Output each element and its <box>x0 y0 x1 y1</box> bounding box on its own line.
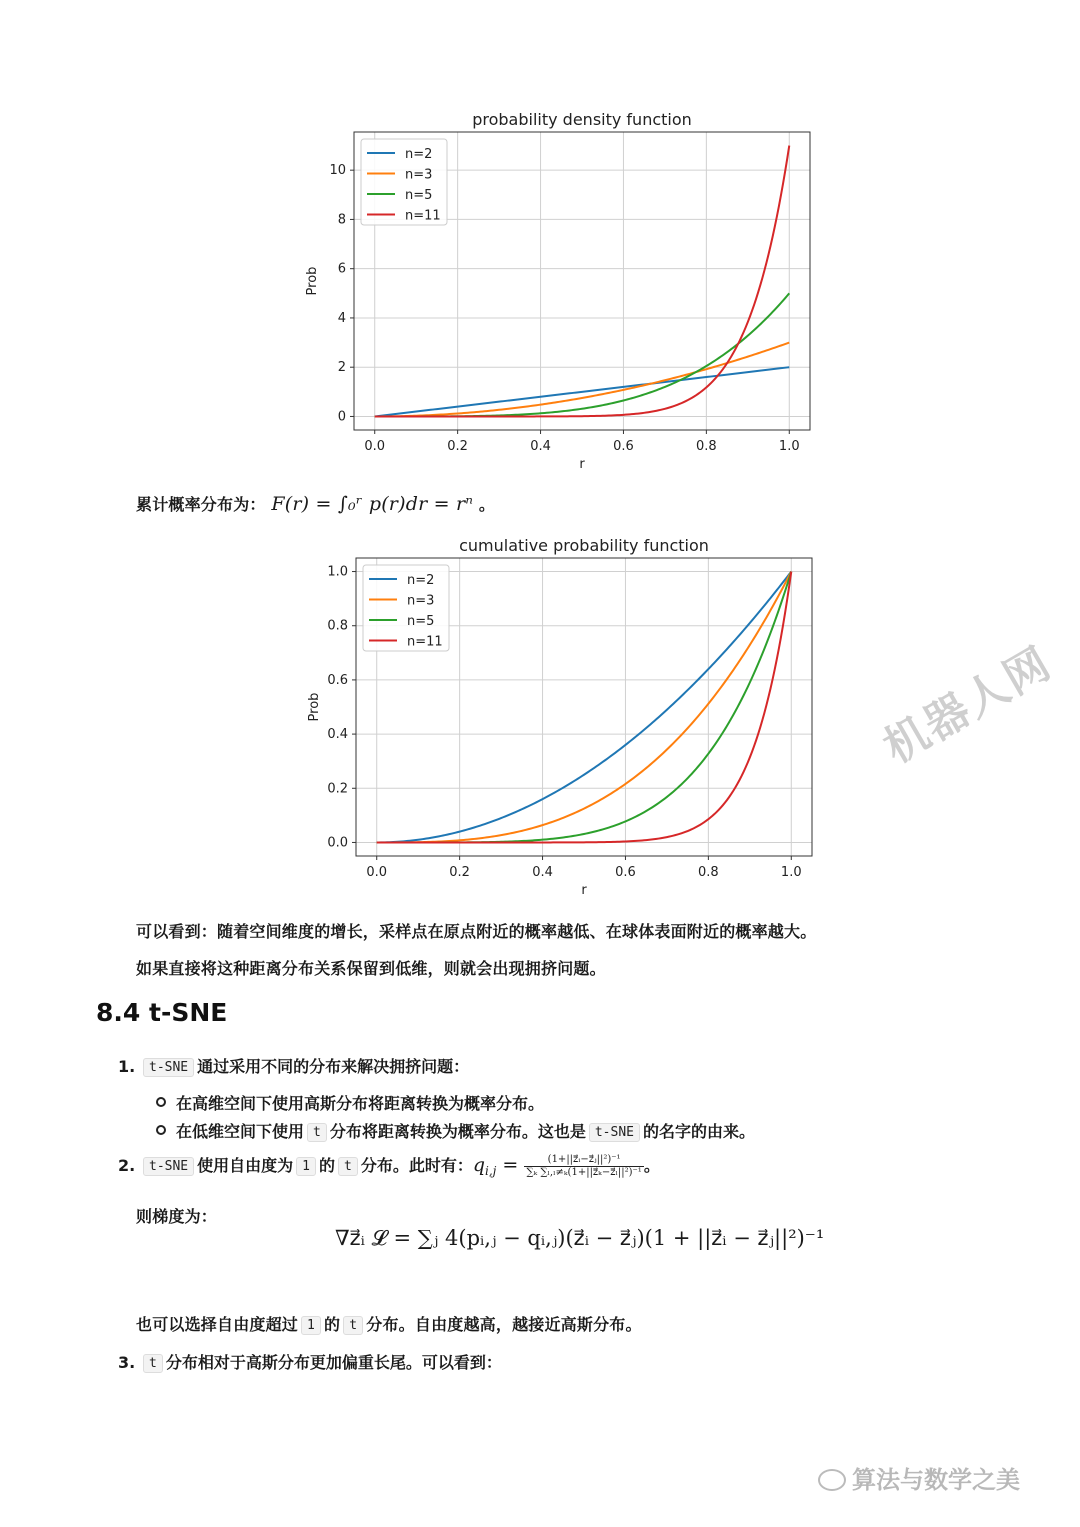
x-tick-label: 0.0 <box>364 439 386 454</box>
q-sub: i,j <box>485 1164 497 1179</box>
x-tick-label: 0.4 <box>530 439 551 454</box>
list-item-2 <box>118 1153 660 1179</box>
x-tick-label: 0.2 <box>447 439 468 454</box>
x-tick-label: 0.0 <box>366 865 388 880</box>
dof-text: 的 <box>324 1315 341 1334</box>
y-tick-label: 0.8 <box>327 618 348 634</box>
legend-label: n=5 <box>407 614 435 629</box>
legend-label: n=3 <box>407 593 435 609</box>
sub-item-1: 在高维空间下使用高斯分布将距离转换为概率分布。 <box>176 1094 545 1113</box>
x-tick-label: 1.0 <box>780 865 802 880</box>
x-axis-label: r <box>579 457 585 472</box>
sub-item-2 <box>176 1119 755 1142</box>
list-text: 通过采用不同的分布来解决拥挤问题： <box>197 1057 470 1076</box>
series-line-n=3 <box>375 343 790 417</box>
y-tick-label: 6 <box>337 261 346 277</box>
inline-code: 1 <box>301 1316 321 1335</box>
y-tick-label: 8 <box>337 212 346 228</box>
dof-text: 分布。自由度越高，越接近高斯分布。 <box>366 1315 642 1334</box>
section-heading: 8.4 t-SNE <box>96 998 228 1027</box>
cdf-sentence <box>136 492 495 515</box>
legend-label: n=5 <box>405 188 433 203</box>
y-tick-label: 1.0 <box>327 564 348 580</box>
x-tick-label: 0.6 <box>615 865 636 880</box>
x-tick-label: 0.4 <box>532 865 553 880</box>
inline-code: t <box>343 1316 363 1335</box>
q-denominator: ∑ₖ ∑ₗ,ₗ≠ₖ(1+||z⃗ₖ−z⃗ₗ||²)⁻¹ <box>526 1167 642 1178</box>
y-tick-label: 0.2 <box>327 781 348 797</box>
q-lhs: q <box>472 1154 486 1176</box>
legend-label: n=3 <box>405 167 433 183</box>
x-axis-label: r <box>581 883 587 898</box>
watermark-footer-text: 算法与数学之美 <box>852 1466 1020 1494</box>
watermark-diagonal: 机器人网 <box>875 637 1061 774</box>
y-tick-label: 2 <box>337 360 346 376</box>
inline-code: t <box>307 1123 327 1142</box>
y-tick-label: 10 <box>329 163 346 179</box>
y-tick-label: 0.6 <box>327 672 348 688</box>
wechat-icon <box>818 1469 846 1491</box>
q-eq: = <box>496 1154 525 1176</box>
legend-label: n=2 <box>407 573 435 588</box>
pdf-chart <box>305 110 810 472</box>
list-item-1 <box>118 1054 469 1077</box>
dof-sentence <box>136 1312 642 1335</box>
list-number: 1. <box>118 1057 136 1076</box>
y-tick-label: 0.4 <box>327 727 348 743</box>
q-fraction <box>524 1154 643 1179</box>
inline-code: t-SNE <box>143 1157 194 1176</box>
cdf-formula: F(r) = ∫₀ʳ p(r)dr = rⁿ <box>271 493 474 515</box>
x-tick-label: 0.8 <box>698 865 719 880</box>
inline-code: t <box>338 1157 358 1176</box>
sub-text: 分布将距离转换为概率分布。这也是 <box>329 1122 586 1141</box>
gradient-formula: ∇z⃗ᵢ 𝓛 = ∑ⱼ 4(pᵢ,ⱼ − qᵢ,ⱼ)(z⃗ᵢ − z⃗ⱼ)(1 + ||z⃗ᵢ − z⃗ⱼ||²)⁻¹ <box>335 1226 825 1250</box>
inline-code: t-SNE <box>143 1058 194 1077</box>
legend-label: n=11 <box>405 208 441 224</box>
list-text: 分布相对于高斯分布更加偏重长尾。可以看到： <box>165 1353 502 1372</box>
x-tick-label: 0.2 <box>449 865 470 880</box>
legend-label: n=11 <box>407 634 443 650</box>
watermark-footer <box>818 1460 1020 1495</box>
gradient-intro: 则梯度为： <box>136 1207 218 1226</box>
x-tick-label: 1.0 <box>778 439 800 454</box>
legend-label: n=2 <box>405 147 433 162</box>
cdf-intro: 累计概率分布为： <box>136 495 266 514</box>
list-text: 使用自由度为 <box>197 1156 294 1175</box>
q-numerator: (1+||z⃗ᵢ−z⃗ⱼ||²)⁻¹ <box>524 1154 643 1167</box>
y-axis-label: Prob <box>307 692 322 722</box>
list-item-3 <box>118 1350 502 1373</box>
x-tick-label: 0.8 <box>696 439 717 454</box>
list-number: 3. <box>118 1353 136 1372</box>
list-number: 2. <box>118 1156 136 1175</box>
observation-2: 如果直接将这种距离分布关系保留到低维，则就会出现拥挤问题。 <box>136 959 606 978</box>
chart-title: cumulative probability function <box>459 536 709 555</box>
chart-title: probability density function <box>472 110 692 129</box>
inline-code: t <box>143 1354 163 1373</box>
q-end: 。 <box>643 1156 660 1175</box>
y-tick-label: 0.0 <box>327 835 348 851</box>
inline-code: t-SNE <box>589 1123 640 1142</box>
bullet-icon <box>156 1097 166 1107</box>
list-text: 分布。此时有： <box>360 1156 473 1175</box>
y-axis-label: Prob <box>305 266 320 296</box>
cdf-end: 。 <box>478 495 496 514</box>
inline-code: 1 <box>296 1157 316 1176</box>
y-tick-label: 4 <box>337 310 346 326</box>
observation-1: 可以看到：随着空间维度的增长，采样点在原点附近的概率越低、在球体表面附近的概率越大。 <box>136 922 817 941</box>
y-tick-label: 0 <box>337 409 346 425</box>
x-tick-label: 0.6 <box>613 439 634 454</box>
cdf-chart <box>307 536 812 898</box>
list-text: 的 <box>318 1156 335 1175</box>
sub-text: 的名字的由来。 <box>643 1122 756 1141</box>
dof-text: 也可以选择自由度超过 <box>136 1315 299 1334</box>
bullet-icon <box>156 1125 166 1135</box>
sub-text: 在低维空间下使用 <box>176 1122 305 1141</box>
